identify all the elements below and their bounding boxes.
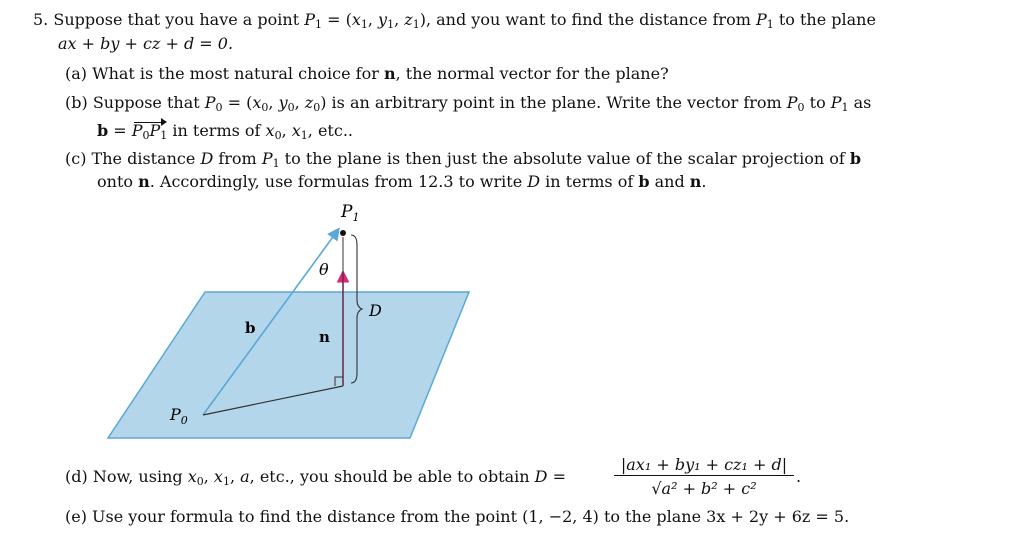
part-c: (c) The distance D from $P_1$ to the plane is then just the absolute value of the scalar projection of b [65, 149, 862, 170]
p1-point [340, 230, 346, 236]
intro-text-a: Suppose that you have a point [53, 10, 305, 29]
b-label: b [245, 319, 256, 337]
part-a-bold: n [383, 64, 396, 83]
part-c-line2: onto n. Accordingly, use formulas from 12.3 to write D in terms of b and n. [97, 172, 707, 191]
part-a-label: (a) [65, 64, 88, 83]
formula-period: . [796, 467, 802, 486]
formula-denominator: √a² + b² + c² [651, 479, 757, 498]
part-b-text: Suppose that [92, 93, 205, 112]
distance-formula [614, 455, 794, 503]
formula-numerator: |ax₁ + by₁ + cz₁ + d| [614, 455, 794, 476]
part-a-text2: , the normal vector for the plane? [395, 64, 669, 83]
part-d-text: Now, using [92, 467, 188, 486]
distance-figure [100, 195, 480, 445]
part-c-label: (c) [65, 149, 87, 168]
part-b-label: (b) [65, 93, 88, 112]
problem-intro: 5. Suppose that you have a point $P_1 = (x_1$, $y_1$, $z_1$), and you want to find the distance from $P_1$ to the plane [33, 10, 876, 31]
intro-text-b: , and you want to find the distance from [425, 10, 756, 29]
theta-label: θ [319, 260, 329, 279]
part-c-line2-d: and [649, 172, 690, 191]
part-c-text3: to the plane is then just the absolute value of the scalar projection of [279, 149, 850, 168]
part-a-text: What is the most natural choice for [92, 64, 384, 83]
n-label: n [319, 328, 330, 346]
plane-equation-text: ax + by + cz + d = 0. [58, 34, 234, 53]
part-c-text2: from [213, 149, 262, 168]
p1-label: $P_1$ [341, 202, 360, 224]
part-e [65, 507, 849, 527]
part-b-text4: as [848, 93, 872, 112]
part-b-line2: $b = P_0P_1$ in terms of $x_0$, $x_1$, etc.. [97, 121, 353, 146]
intro-text-c: to the plane [773, 10, 876, 29]
part-e-text: Use your formula to find the distance from the point (1, −2, 4) to the plane 3x + 2y + 6z = 5. [92, 507, 850, 526]
part-b-text3: to [804, 93, 831, 112]
part-d: (d) Now, using $x_0$, $x_1$, a, etc., you should be able to obtain D = [65, 467, 566, 488]
problem-number: 5. [33, 10, 49, 29]
part-b-text2: is an arbitrary point in the plane. Write the vector from [326, 93, 787, 112]
part-d-text2: , etc., you should be able to obtain [249, 467, 535, 486]
part-e-label: (e) [65, 507, 87, 526]
part-c-line2-a: onto [97, 172, 139, 191]
part-d-label: (d) [65, 467, 88, 486]
part-b: (b) Suppose that $P_0 = (x_0$, $y_0$, $z_0$) is an arbitrary point in the plane. Write the vector from $P_0$ to $P_1$ as [65, 93, 872, 114]
p0-label: $P_0$ [170, 405, 188, 427]
part-c-line2-b: . Accordingly, use formulas from 12.3 to write [149, 172, 528, 191]
plane [108, 292, 469, 438]
plane-equation [58, 34, 233, 54]
part-b-line2-tail: in terms of [167, 121, 266, 140]
d-label: D [369, 301, 382, 320]
part-c-text: The distance [91, 149, 201, 168]
part-b-line2-end: , etc.. [307, 121, 353, 140]
part-c-line2-c: in terms of [540, 172, 639, 191]
part-a [65, 64, 669, 84]
